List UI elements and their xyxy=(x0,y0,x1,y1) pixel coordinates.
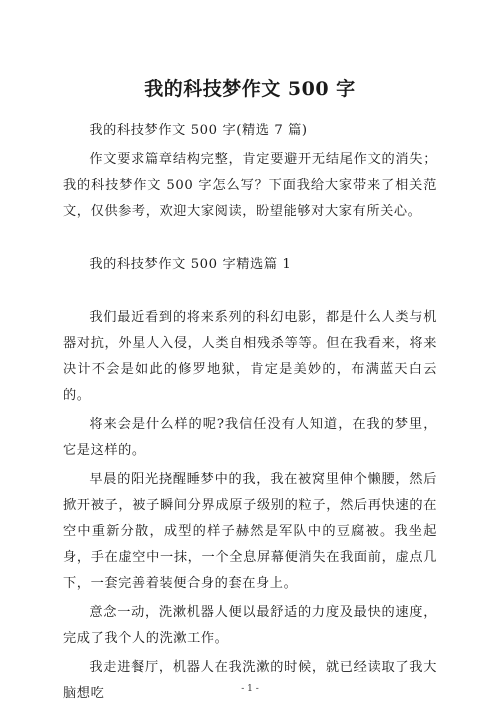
section-heading: 我的科技梦作文 500 字精选篇 1 xyxy=(89,257,292,272)
paragraph: 将来会是什么样的呢?我信任没有人知道，在我的梦里，它是这样的。 xyxy=(63,417,437,458)
paragraph: 我们最近看到的将来系列的科幻电影，都是什么人类与机器对抗，外星人入侵，人类自相残杀等等。但在我看来，将来决计不会是如此的修罗地狱，肯定是美妙的，布满蓝天白云的。 xyxy=(63,310,437,403)
document-body xyxy=(63,118,437,710)
paragraph: 我走进餐厅，机器人在我洗漱的时候，就已经读取了我大脑想吃 xyxy=(63,660,437,701)
paragraph-subtitle: 我的科技梦作文 500 字(精选 7 篇) xyxy=(89,123,308,138)
section-spacer xyxy=(63,228,437,252)
document-title: 我的科技梦作文 500 字 xyxy=(144,78,356,100)
section-spacer xyxy=(63,281,437,305)
paragraph: 意念一动，洗漱机器人便以最舒适的力度及最快的速度，完成了我个人的洗漱工作。 xyxy=(63,605,437,646)
page-number: - 1 - xyxy=(241,684,259,694)
paragraph: 早晨的阳光挠醒睡梦中的我，我在被窝里伸个懒腰，然后掀开被子，被子瞬间分界成原子级别的粒子，然后再快速的在空中重新分散，成型的样子赫然是军队中的豆腐被。我坐起身，手在虚空中一抹，一个全息屏幕便消失在我面前，虚点几下，一套完善着装便合身的套在身上。 xyxy=(63,472,437,591)
paragraph-intro: 作文要求篇章结构完整，肯定要避开无结尾作文的消失；我的科技梦作文 500 字怎么写？下面我给大家带来了相关范文，仅供参考，欢迎大家阅读，盼望能够对大家有所关心。 xyxy=(63,152,437,219)
